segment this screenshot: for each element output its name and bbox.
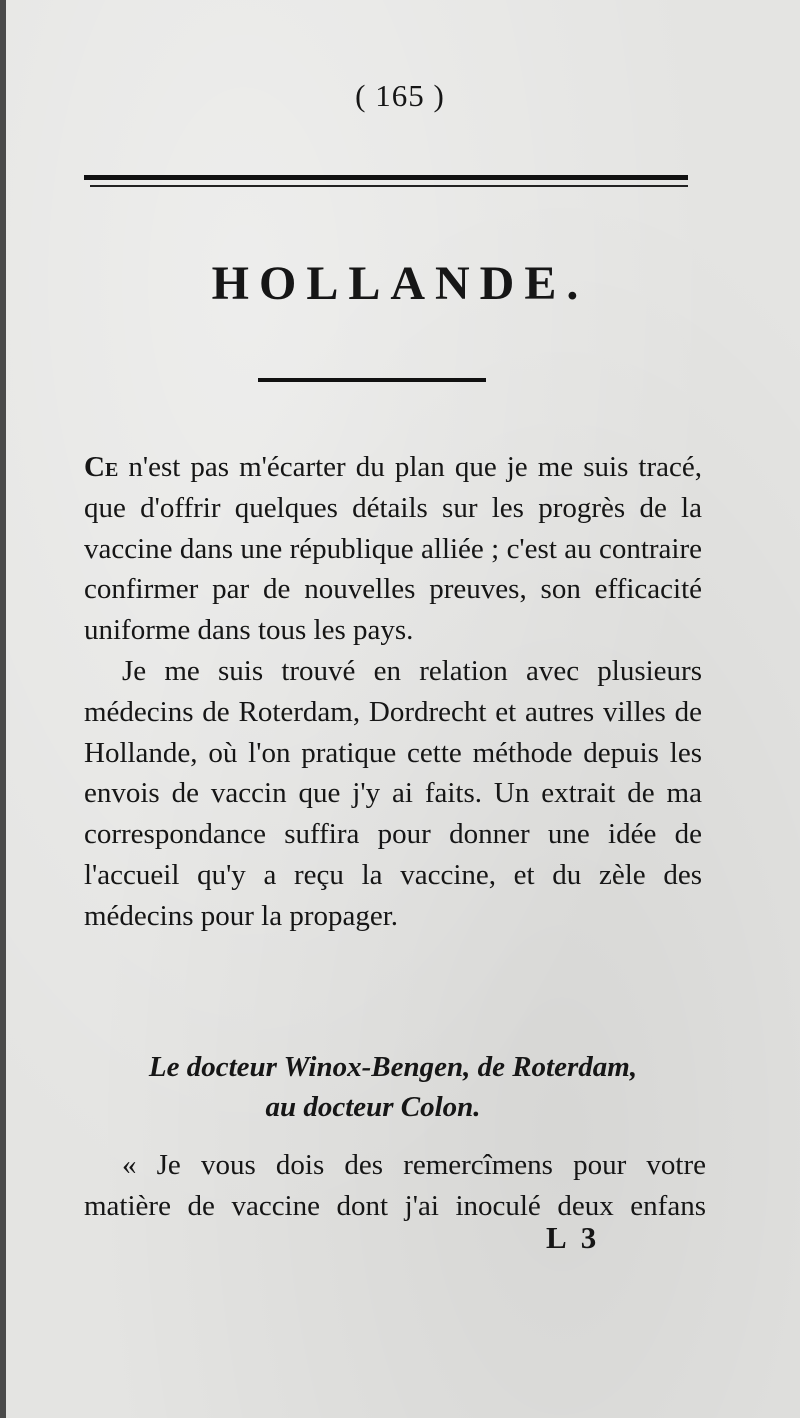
header-rule-thin [90, 185, 688, 187]
book-page [6, 0, 800, 1418]
letter-quote: « Je vous dois des remercîmens pour votre matière de vaccine dont j'ai inoculé deux enfans [84, 1149, 706, 1222]
signature-mark: L 3 [546, 1220, 601, 1255]
body-text [84, 447, 702, 937]
paragraph-1-text: n'est pas m'écarter du plan que je me suis tracé, que d'offrir quelques détails sur les progrès de la vaccine dans une république alliée ; c'est au contraire confirmer par de nouvelles preuves, son efficacité uniforme dans tous les pays. [84, 451, 702, 647]
citation-line-2: au docteur Colon. [265, 1091, 481, 1123]
header-rule-thick [84, 175, 688, 180]
page-number: ( 165 ) [355, 78, 445, 113]
paragraph-1 [84, 447, 702, 651]
letter-citation [84, 1047, 702, 1127]
citation-line-1: Le docteur Winox-Bengen, de Roterdam, [148, 1051, 638, 1083]
heading-rule [258, 378, 486, 382]
chapter-heading: HOLLANDE. [211, 257, 589, 310]
dropcap-word: Ce [84, 451, 119, 483]
paragraph-2: Je me suis trouvé en relation avec plusieurs médecins de Roterdam, Dordrecht et autres villes de Hollande, où l'on pratique cette méthode depuis les envois de vaccin que j'y ai faits. Un extrait de ma correspondance suffira pour donner une idée de l'accueil qu'y a reçu la vaccine, et du zèle des médecins pour la propager. [84, 654, 702, 932]
